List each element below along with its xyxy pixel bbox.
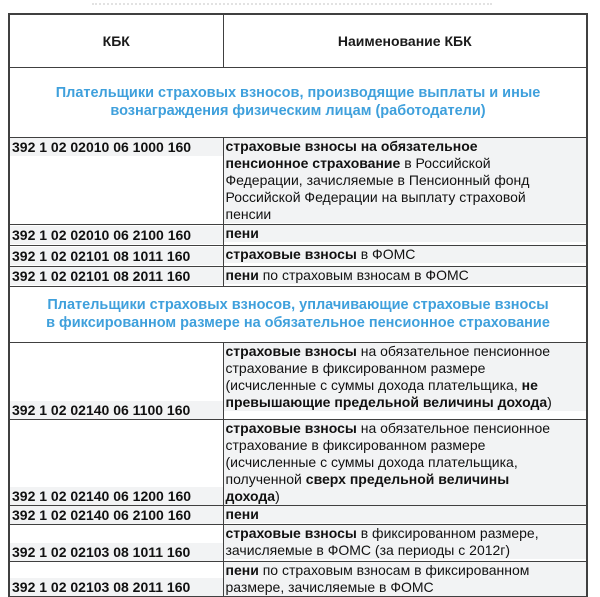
kbk-code-cell <box>9 245 223 266</box>
kbk-code-cell <box>9 419 223 505</box>
column-header-kbk: КБК <box>9 14 223 67</box>
kbk-code: 392 1 02 02103 08 2011 160 <box>10 578 223 596</box>
description-cell <box>223 342 587 419</box>
description-cell <box>223 245 587 266</box>
table-row <box>9 266 587 286</box>
column-header-name: Наименование КБК <box>223 14 587 67</box>
kbk-code-cell <box>9 137 223 224</box>
description-text: страховые взносы на обязательное пенсионное страхование в Российской Федерации, зачисляемые в Пенсионный фонд Российской Федерации на выплату страховой пенсии <box>224 138 587 223</box>
description-cell <box>223 137 587 224</box>
table-row <box>9 137 587 224</box>
description-cell <box>223 505 587 524</box>
description-cell <box>223 224 587 245</box>
section-title: Плательщики страховых взносов, производящие выплаты и иные вознаграждения физическим лицам (работодатели) <box>55 85 541 119</box>
description-text: пени <box>224 506 587 523</box>
kbk-table-body <box>9 67 587 597</box>
kbk-code-cell <box>9 505 223 524</box>
description-cell <box>223 561 587 597</box>
table-row <box>9 561 587 597</box>
kbk-code: 392 1 02 02140 06 1200 160 <box>10 487 223 505</box>
kbk-code: 392 1 02 02140 06 1100 160 <box>10 401 223 419</box>
description-text: страховые взносы на обязательное пенсионное страхование в фиксированном размере (исчисленные с суммы дохода плательщика, полученной сверх предельной величины дохода) <box>224 420 587 505</box>
kbk-code: 392 1 02 02140 06 2100 160 <box>10 506 223 524</box>
description-text: пени по страховым взносам в фиксированном размере, зачисляемые в ФОМС <box>224 562 587 596</box>
section-cell <box>9 67 587 137</box>
kbk-code: 392 1 02 02101 08 1011 160 <box>10 247 223 265</box>
table-row <box>9 524 587 561</box>
section-row <box>9 67 587 137</box>
page-edge-dotted-line <box>92 3 492 5</box>
kbk-code-cell <box>9 561 223 597</box>
kbk-code-cell <box>9 266 223 286</box>
description-text: страховые взносы на обязательное пенсионное страхование в фиксированном размере (исчисленные с суммы дохода плательщика, не превышающие предельной величины дохода) <box>224 343 587 411</box>
kbk-code-cell <box>9 224 223 245</box>
description-cell <box>223 419 587 505</box>
kbk-code: 392 1 02 02010 06 1000 160 <box>10 138 223 156</box>
description-text: пени по страховым взносам в ФОМС <box>224 267 587 284</box>
kbk-code-cell <box>9 524 223 561</box>
table-row <box>9 419 587 505</box>
kbk-code: 392 1 02 02103 08 1011 160 <box>10 543 223 561</box>
table-row <box>9 342 587 419</box>
section-cell <box>9 286 587 342</box>
kbk-code: 392 1 02 02010 06 2100 160 <box>10 226 223 244</box>
description-cell <box>223 524 587 561</box>
section-title: Плательщики страховых взносов, уплачивающие страховые взносы в фиксированном размере на обязательное пенсионное страхование <box>46 297 550 331</box>
description-cell <box>223 266 587 286</box>
section-row <box>9 286 587 342</box>
table-row <box>9 224 587 245</box>
kbk-table <box>8 13 588 597</box>
table-header-row <box>9 14 587 67</box>
table-row <box>9 505 587 524</box>
kbk-code-cell <box>9 342 223 419</box>
description-text: страховые взносы в фиксированном размере, зачисляемые в ФОМС (за периоды с 2012г) <box>224 525 587 559</box>
kbk-code: 392 1 02 02101 08 2011 160 <box>10 267 223 285</box>
description-text: страховые взносы в ФОМС <box>224 246 587 263</box>
table-row <box>9 245 587 266</box>
description-text: пени <box>224 225 587 242</box>
